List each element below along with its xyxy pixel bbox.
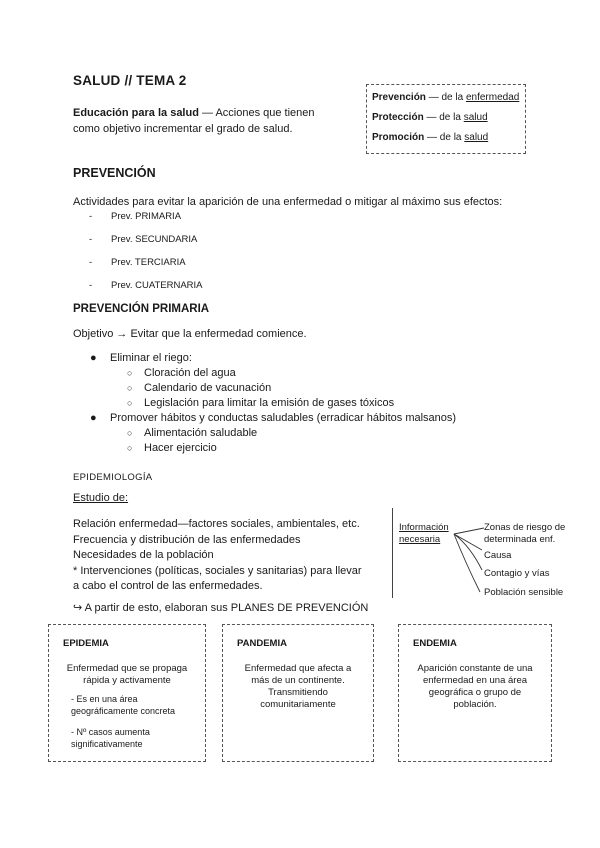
list-subitem-label: Cloración del agua: [144, 367, 236, 379]
concept-target: salud: [464, 132, 489, 143]
list-subitem: ○ Alimentación saludable: [127, 427, 258, 439]
info-label-line: Información: [399, 522, 449, 533]
prevencion-description: Actividades para evitar la aparición de una enfermedad o mitigar al máximo sus efectos:: [73, 196, 503, 208]
study-line: Relación enfermedad—factores sociales, ambientales, etc.: [73, 518, 360, 530]
list-subitem: ○ Calendario de vacunación: [127, 382, 272, 394]
concept-target: salud: [463, 112, 488, 123]
study-lines: [73, 517, 373, 595]
card-endemia: [398, 624, 552, 762]
list-item-label: Promover hábitos y conductas saludables (erradicar hábitos malsanos): [110, 412, 457, 424]
info-item: [484, 522, 576, 546]
primaria-heading: PREVENCIÓN PRIMARIA: [73, 303, 210, 315]
intro-definition: [73, 105, 323, 137]
concept-mid: — de la: [424, 132, 465, 143]
prevencion-heading: PREVENCIÓN: [73, 166, 156, 180]
concept-mid: — de la: [425, 92, 466, 103]
concept-term: Prevención: [372, 92, 426, 103]
list-item-label: Prev. CUATERNARIA: [111, 280, 203, 291]
card-body: Enfermedad que afecta a más de un continente. Transmitiendo comunitariamente: [244, 663, 352, 710]
info-label-line: necesaria: [399, 534, 441, 545]
intro-term: Educación para la salud: [73, 107, 199, 119]
list-subitem-label: Alimentación saludable: [144, 427, 258, 439]
concept-target: enfermedad: [465, 92, 520, 103]
list-subitem: ○ Hacer ejercicio: [127, 442, 217, 454]
primaria-list: [90, 352, 510, 462]
concept-mid: — de la: [423, 112, 464, 123]
prevencion-types-list: [89, 211, 203, 303]
list-subitem-label: Legislación para limitar la emisión de gases tóxicos: [144, 397, 395, 409]
info-label: [399, 522, 449, 546]
list-subitem-label: Calendario de vacunación: [144, 382, 272, 394]
list-subitem: ○ Legislación para limitar la emisión de gases tóxicos: [127, 397, 395, 409]
list-item: ● Eliminar el riego:: [90, 352, 192, 364]
list-item-label: Prev. PRIMARIA: [111, 211, 182, 222]
list-item: - Prev. PRIMARIA: [89, 211, 203, 234]
card-note: - Es en una área geográficamente concreta: [71, 694, 176, 716]
card-pandemia: [222, 624, 374, 762]
card-body: Aparición constante de una enfermedad en una área geográfica o grupo de población.: [417, 663, 533, 710]
intro-text: — Acciones que tienen como objetivo incrementar el grado de salud.: [73, 107, 315, 135]
planes-line: ↪ A partir de esto, elaboran sus PLANES DE PREVENCIÓN: [73, 602, 369, 614]
info-item: Población sensible: [484, 587, 564, 598]
info-item: Contagio y vías: [484, 568, 550, 579]
concept-row: [372, 112, 525, 132]
list-subitem: ○ Cloración del agua: [127, 367, 236, 379]
study-line: Frecuencia y distribución de las enfermedades: [73, 533, 301, 546]
divider: [392, 508, 393, 598]
info-item: Causa: [484, 550, 512, 561]
card-body: Enfermedad que se propaga rápida y activamente: [66, 663, 188, 686]
concept-row: [372, 132, 525, 152]
card-epidemia: [48, 624, 206, 762]
card-note: - Nº casos aumenta significativamente: [71, 727, 150, 749]
list-item: - Prev. SECUNDARIA: [89, 234, 203, 257]
card-title: PANDEMIA: [237, 638, 287, 649]
list-item-label: Prev. SECUNDARIA: [111, 234, 198, 245]
epidemiologia-heading: EPIDEMIOLOGÍA: [73, 472, 153, 483]
list-item: - Prev. CUATERNARIA: [89, 280, 203, 303]
list-item: ● Promover hábitos y conductas saludables (erradicar hábitos malsanos): [90, 412, 457, 424]
concept-term: Protección: [372, 112, 424, 123]
study-label: Estudio de:: [73, 492, 129, 504]
list-item-label: Eliminar el riego:: [110, 352, 192, 364]
card-title: ENDEMIA: [413, 638, 457, 649]
branch-arrows-icon: [452, 524, 486, 596]
concepts-box: [366, 84, 526, 154]
study-line: Necesidades de la población: [73, 549, 214, 561]
concept-term: Promoción: [372, 132, 425, 143]
study-line: * Intervenciones (políticas, sociales y sanitarias) para llevar: [73, 564, 362, 577]
info-item-label: Zonas de riesgo de determinada enf.: [484, 522, 566, 545]
list-item: - Prev. TERCIARIA: [89, 257, 203, 280]
list-subitem-label: Hacer ejercicio: [144, 442, 217, 454]
list-item-label: Prev. TERCIARIA: [111, 257, 186, 268]
page-title: SALUD // TEMA 2: [73, 73, 187, 88]
concept-row: [372, 92, 525, 112]
study-line: a cabo el control de las enfermedades.: [73, 580, 263, 592]
card-title: EPIDEMIA: [63, 638, 109, 649]
primaria-objective: Objetivo → Evitar que la enfermedad comience.: [73, 328, 307, 340]
